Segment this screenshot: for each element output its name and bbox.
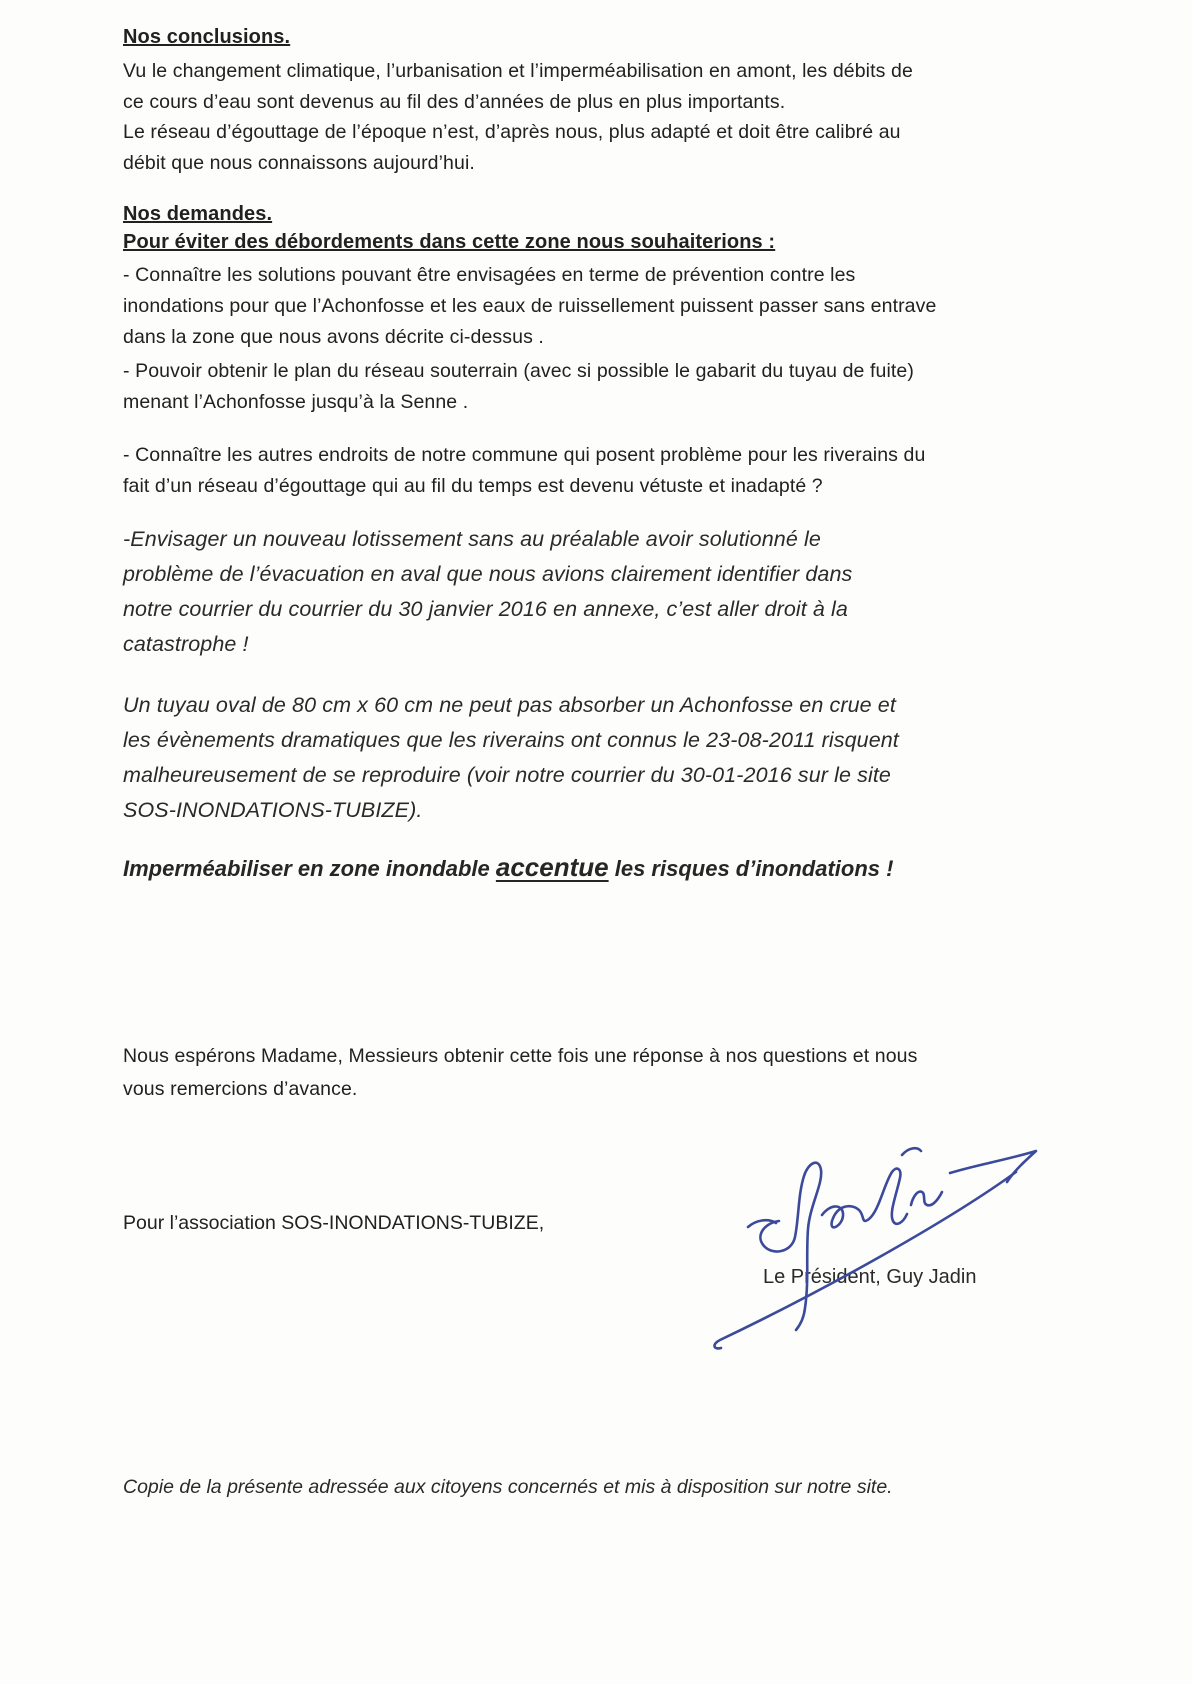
paragraph-line: notre courrier du courrier du 30 janvier 2016 en annexe, c’est aller droit à la <box>123 597 848 621</box>
paragraph-line: Nous espérons Madame, Messieurs obtenir cette fois une réponse à nos questions et nous <box>123 1045 918 1067</box>
warning-tuyau-paragraph <box>123 688 899 828</box>
paragraph-line: fait d’un réseau d’égouttage qui au fil du temps est devenu vétuste et inadapté ? <box>123 475 823 497</box>
paragraph-line: vous remercions d’avance. <box>123 1078 358 1100</box>
association-signoff: Pour l’association SOS-INONDATIONS-TUBIZE, <box>123 1212 545 1234</box>
paragraph-line: les évènements dramatiques que les riverains ont connus le 23-08-2011 risquent <box>123 728 899 752</box>
demandes-heading: Nos demandes. <box>123 203 273 225</box>
paragraph-line: malheureusement de se reproduire (voir notre courrier du 30-01-2016 sur le site <box>123 763 891 787</box>
emphasis-prefix: Imperméabiliser en zone inondable <box>123 856 496 881</box>
conclusions-heading: Nos conclusions. <box>123 26 291 48</box>
request-item-solutions <box>123 260 936 353</box>
paragraph-line: menant l’Achonfosse jusqu’à la Senne . <box>123 391 469 413</box>
president-caption: Le Président, Guy Jadin <box>763 1266 977 1288</box>
paragraph-line: dans la zone que nous avons décrite ci-dessus . <box>123 326 544 348</box>
emphasis-underlined-word: accentue <box>495 852 609 882</box>
paragraph-line: SOS-INONDATIONS-TUBIZE). <box>123 798 423 822</box>
warning-lotissement-paragraph <box>123 522 852 662</box>
emphasis-suffix: les risques d’inondations ! <box>608 856 894 881</box>
closing-paragraph <box>123 1040 917 1106</box>
handwritten-signature-guy-jadin <box>650 1105 1050 1365</box>
paragraph-line: - Connaître les autres endroits de notre commune qui posent problème pour les riverains du <box>123 444 926 466</box>
paragraph-line: débit que nous connaissons aujourd’hui. <box>123 151 475 174</box>
paragraph-line: Le réseau d’égouttage de l’époque n’est, d’après nous, plus adapté et doit être calibré au <box>123 121 901 143</box>
conclusions-paragraph <box>123 56 913 178</box>
emphasis-statement <box>123 852 893 883</box>
paragraph-line: Un tuyau oval de 80 cm x 60 cm ne peut pas absorber un Achonfosse en crue et <box>123 693 896 717</box>
request-item-plan-reseau <box>123 356 914 418</box>
paragraph-line: ce cours d’eau sont devenus au fil des d’années de plus en plus importants. <box>123 90 786 113</box>
request-item-autres-endroits <box>123 440 925 502</box>
paragraph-line: - Connaître les solutions pouvant être envisagées en terme de prévention contre les <box>123 264 856 286</box>
paragraph-line: - Pouvoir obtenir le plan du réseau souterrain (avec si possible le gabarit du tuyau de fuite) <box>123 360 914 382</box>
paragraph-line: -Envisager un nouveau lotissement sans au préalable avoir solutionné le <box>123 527 821 551</box>
paragraph-line: problème de l’évacuation en aval que nous avions clairement identifier dans <box>123 562 853 586</box>
paragraph-line: Vu le changement climatique, l’urbanisation et l’imperméabilisation en amont, les débits de <box>123 60 913 82</box>
paragraph-line: inondations pour que l’Achonfosse et les eaux de ruissellement puissent passer sans entrave <box>123 295 937 317</box>
paragraph-line: catastrophe ! <box>123 632 249 656</box>
copy-distribution-note: Copie de la présente adressée aux citoyens concernés et mis à disposition sur notre site. <box>123 1476 893 1498</box>
demandes-subheading: Pour éviter des débordements dans cette zone nous souhaiterions : <box>123 231 776 253</box>
